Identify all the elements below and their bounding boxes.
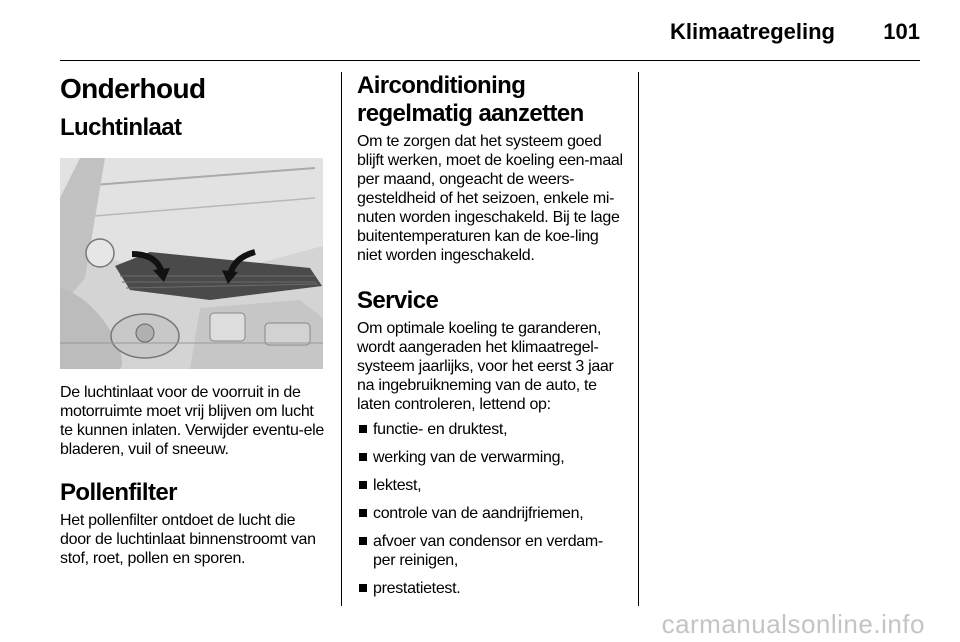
heading-service: Service — [357, 287, 439, 314]
air-intake-text: De luchtinlaat voor de voorruit in de motorruimte moet vrij blijven om lucht te kunnen inlaten. Verwijder eventu-ele bladeren, vuil of sneeuw. — [60, 384, 325, 458]
list-item: controle van de aandrijfriemen, — [357, 504, 623, 523]
column-divider-right — [638, 72, 639, 606]
left-column — [60, 72, 326, 568]
header-rule — [60, 60, 920, 61]
right-column — [357, 72, 623, 607]
list-item: afvoer van condensor en verdam-per reinigen, — [357, 532, 623, 570]
page-number: 101 — [883, 19, 920, 44]
list-item: lektest, — [357, 476, 623, 495]
air-intake-figure — [60, 158, 323, 369]
heading-luchtinlaat: Luchtinlaat — [60, 114, 182, 141]
pollen-filter-text: Het pollenfilter ontdoet de lucht die door de luchtinlaat binnenstroomt van stof, roet, pollen en sporen. — [60, 512, 316, 567]
header-title: Klimaatregeling — [669, 19, 835, 44]
list-item: werking van de verwarming, — [357, 448, 623, 467]
service-text: Om optimale koeling te garanderen, wordt aangeraden het klimaatregel-systeem jaarlijks, voor het eerst 3 jaar na ingebruikneming van de auto, te laten controleren, lettend op: — [357, 320, 614, 413]
column-divider-left — [341, 72, 342, 606]
windshield-air-intake-arrows-illustration-icon — [60, 158, 323, 369]
heading-pollenfilter: Pollenfilter — [60, 479, 177, 506]
list-item: prestatietest. — [357, 579, 623, 598]
service-checklist — [357, 420, 623, 598]
list-item: functie- en druktest, — [357, 420, 623, 439]
airconditioning-text: Om te zorgen dat het systeem goed blijft werken, moet de koeling een-maal per maand, ongeacht de weers-gesteldheid of het seizoen, enkele mi-nuten worden ingeschakeld. Bij te lage buitentemperaturen kan de koe-ling niet worden ingeschakeld. — [357, 133, 623, 264]
watermark: carmanualsonline.info — [661, 609, 925, 639]
section-title-onderhoud: Onderhoud — [60, 73, 206, 104]
heading-airconditioning: Airconditioning regelmatig aanzetten — [357, 72, 584, 127]
